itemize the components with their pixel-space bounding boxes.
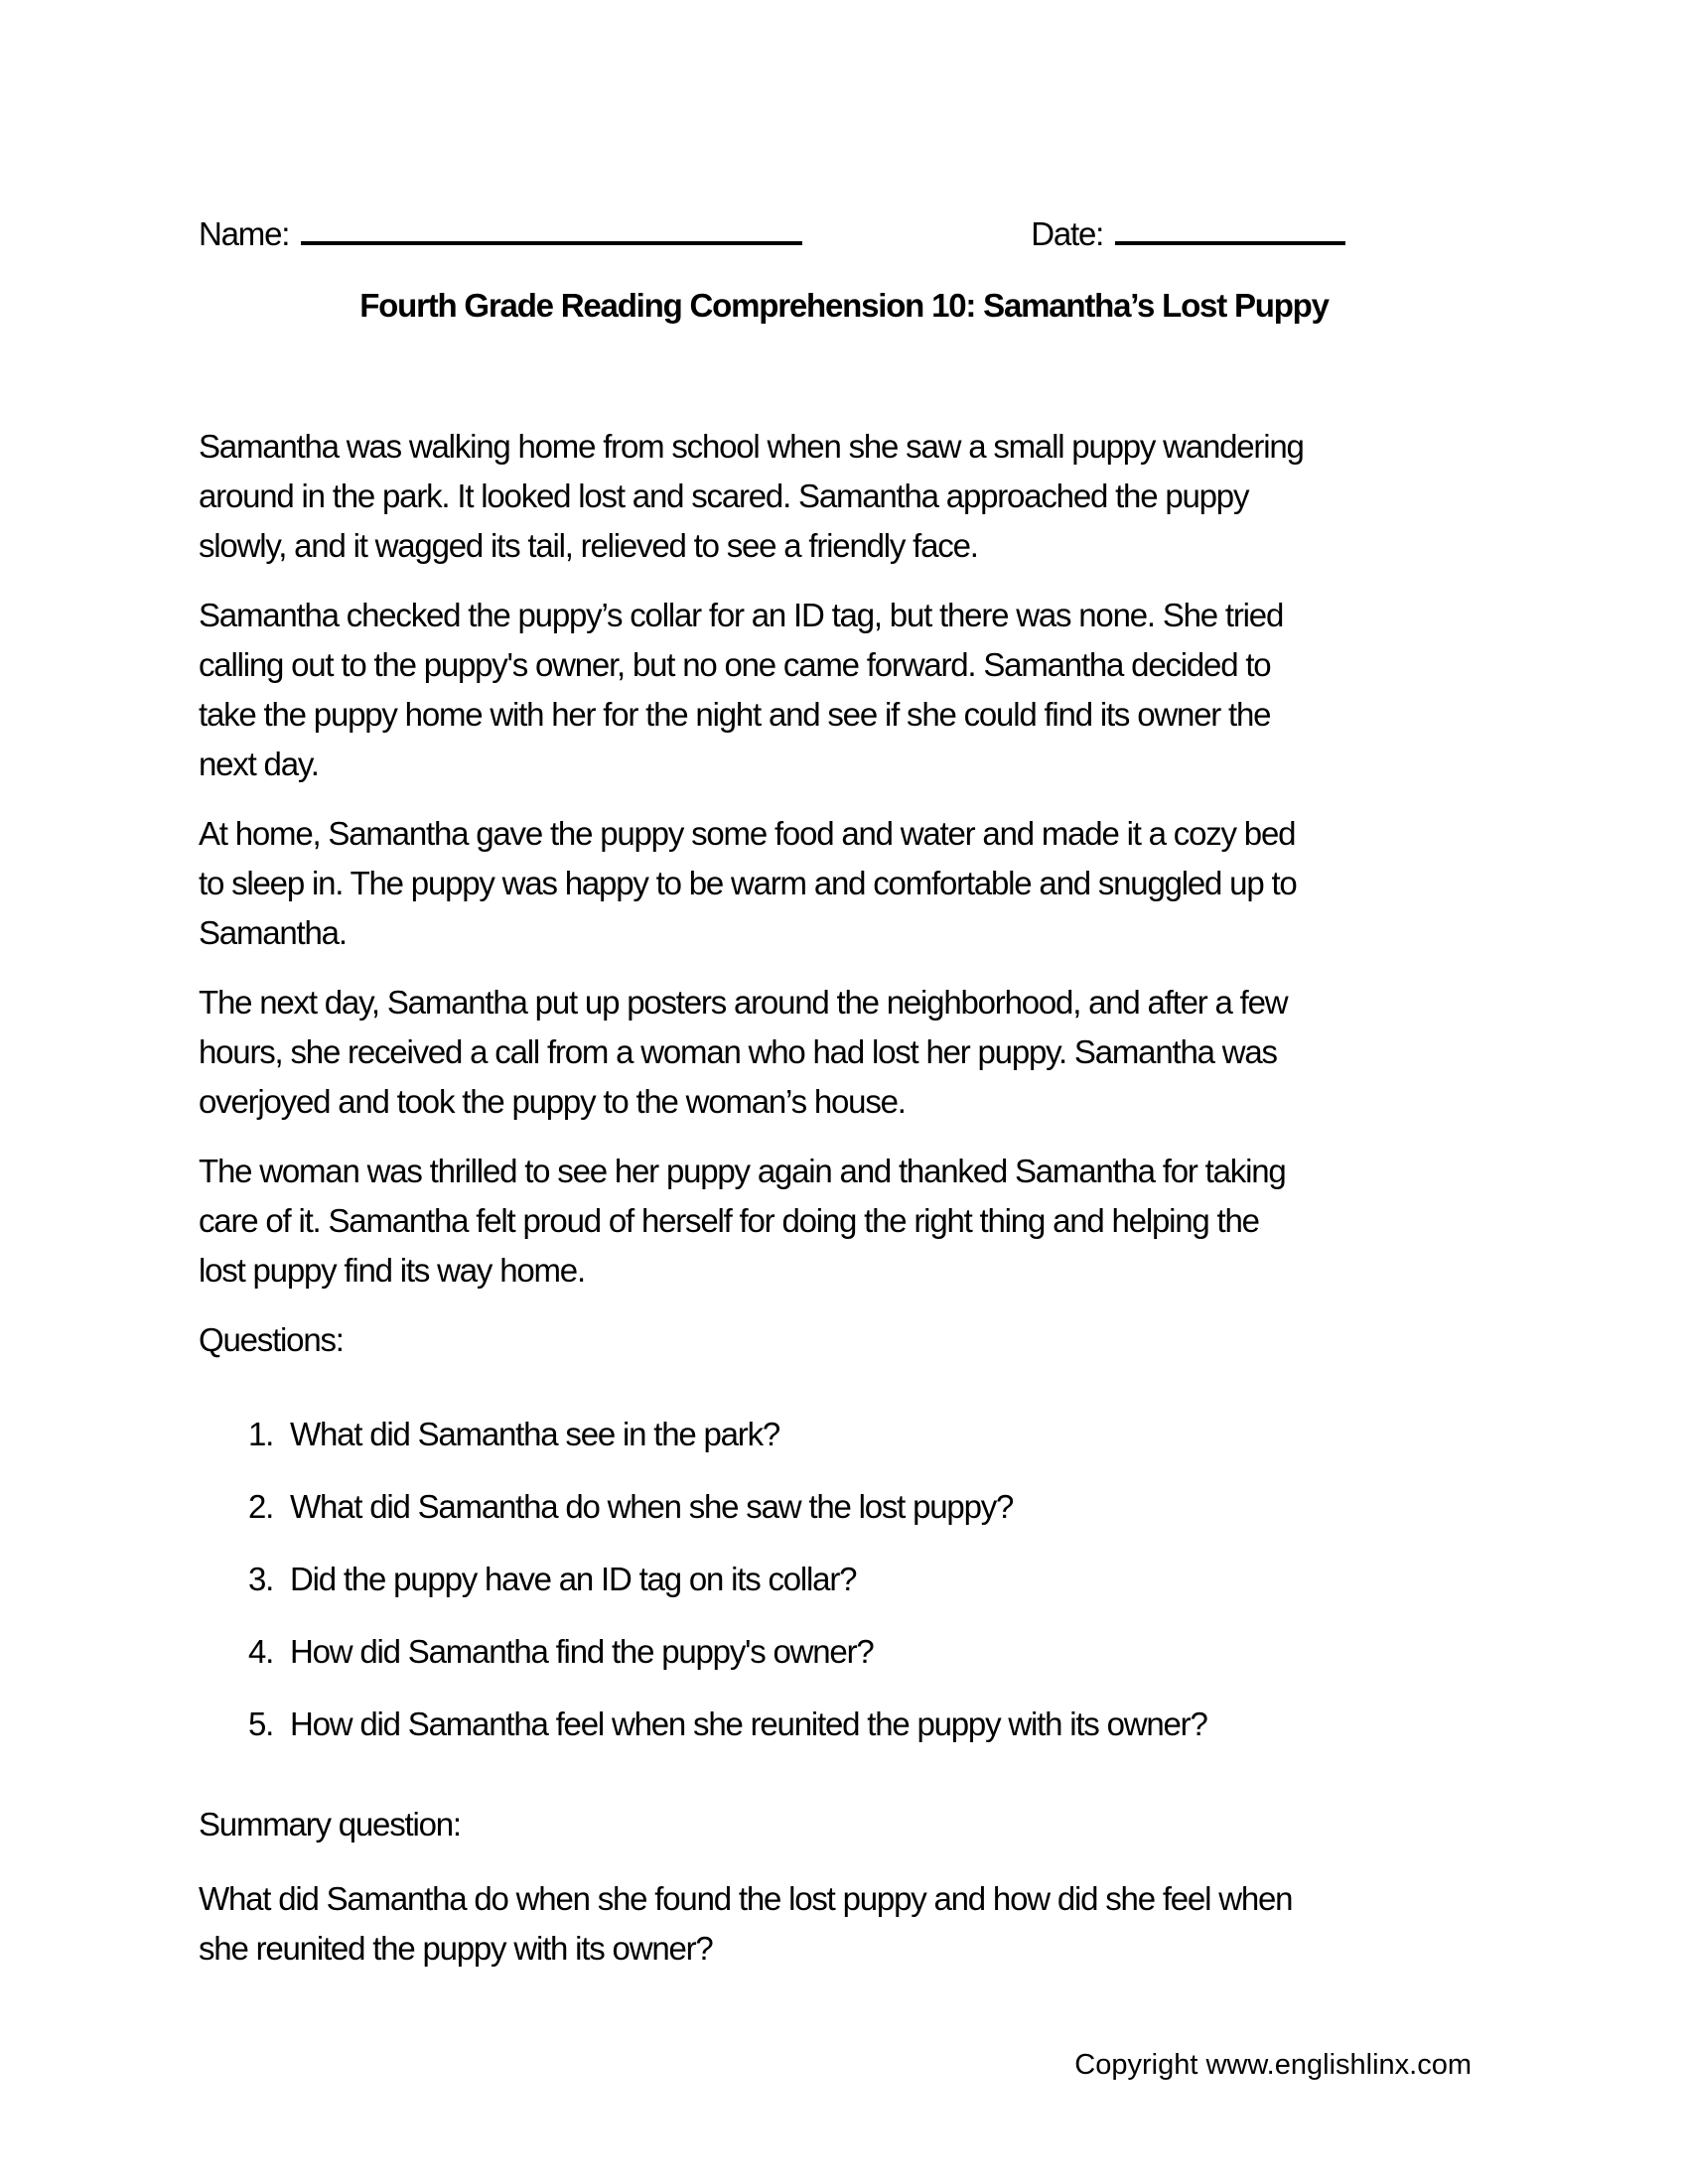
questions-list	[199, 1410, 1489, 1772]
paragraph-line: The woman was thrilled to see her puppy again and thanked Samantha for taking	[199, 1153, 1286, 1189]
summary-line: she reunited the puppy with its owner?	[199, 1930, 713, 1967]
question-item	[248, 1482, 1489, 1555]
paragraph-line: to sleep in. The puppy was happy to be warm and comfortable and snuggled up to	[199, 865, 1297, 901]
date-blank-line	[1115, 204, 1345, 245]
question-text: How did Samantha find the puppy's owner?	[290, 1633, 874, 1670]
question-text: How did Samantha feel when she reunited the puppy with its owner?	[290, 1706, 1207, 1742]
paragraph-line: overjoyed and took the puppy to the woman’s house.	[199, 1083, 906, 1120]
story-paragraph	[199, 978, 1489, 1127]
paragraph-line: The next day, Samantha put up posters around the neighborhood, and after a few	[199, 984, 1288, 1021]
paragraph-line: slowly, and it wagged its tail, relieved to see a friendly face.	[199, 527, 978, 564]
question-number: 5.	[248, 1706, 274, 1742]
question-number: 4.	[248, 1633, 274, 1670]
questions-heading: Questions:	[199, 1321, 344, 1358]
paragraph-line: At home, Samantha gave the puppy some food and water and made it a cozy bed	[199, 815, 1296, 852]
paragraph-line: around in the park. It looked lost and scared. Samantha approached the puppy	[199, 478, 1249, 514]
story-paragraph	[199, 591, 1489, 789]
paragraph-line: take the puppy home with her for the night and see if she could find its owner the	[199, 696, 1271, 733]
question-number: 1.	[248, 1416, 274, 1452]
question-number: 2.	[248, 1488, 274, 1525]
question-text: What did Samantha see in the park?	[290, 1416, 780, 1452]
paragraph-line: calling out to the puppy's owner, but no one came forward. Samantha decided to	[199, 646, 1271, 683]
paragraph-line: Samantha was walking home from school when she saw a small puppy wandering	[199, 428, 1304, 465]
paragraph-line: lost puppy find its way home.	[199, 1252, 585, 1289]
name-label: Name:	[199, 215, 290, 252]
story-paragraph	[199, 422, 1489, 571]
question-text: What did Samantha do when she saw the lost puppy?	[290, 1488, 1014, 1525]
question-number: 3.	[248, 1561, 274, 1597]
story-paragraph	[199, 1147, 1489, 1296]
summary-line: What did Samantha do when she found the lost puppy and how did she feel when	[199, 1880, 1293, 1917]
date-label: Date:	[1031, 215, 1104, 252]
summary-heading: Summary question:	[199, 1806, 461, 1843]
question-item	[248, 1555, 1489, 1627]
copyright-text: Copyright www.englishlinx.com	[1074, 2049, 1472, 2081]
story-paragraph	[199, 809, 1489, 958]
question-item	[248, 1410, 1489, 1482]
paragraph-line: next day.	[199, 746, 319, 782]
story-paragraphs	[199, 422, 1489, 1296]
summary-question	[199, 1874, 1489, 1974]
question-item	[248, 1627, 1489, 1700]
worksheet-title: Fourth Grade Reading Comprehension 10: Samantha’s Lost Puppy	[359, 287, 1329, 324]
name-blank-line	[301, 204, 802, 245]
question-item	[248, 1700, 1489, 1772]
paragraph-line: Samantha.	[199, 914, 347, 951]
paragraph-line: care of it. Samantha felt proud of herself for doing the right thing and helping the	[199, 1202, 1259, 1239]
paragraph-line: Samantha checked the puppy’s collar for an ID tag, but there was none. She tried	[199, 597, 1284, 633]
name-date-row	[199, 204, 1489, 253]
paragraph-line: hours, she received a call from a woman who had lost her puppy. Samantha was	[199, 1033, 1277, 1070]
question-text: Did the puppy have an ID tag on its collar?	[290, 1561, 857, 1597]
